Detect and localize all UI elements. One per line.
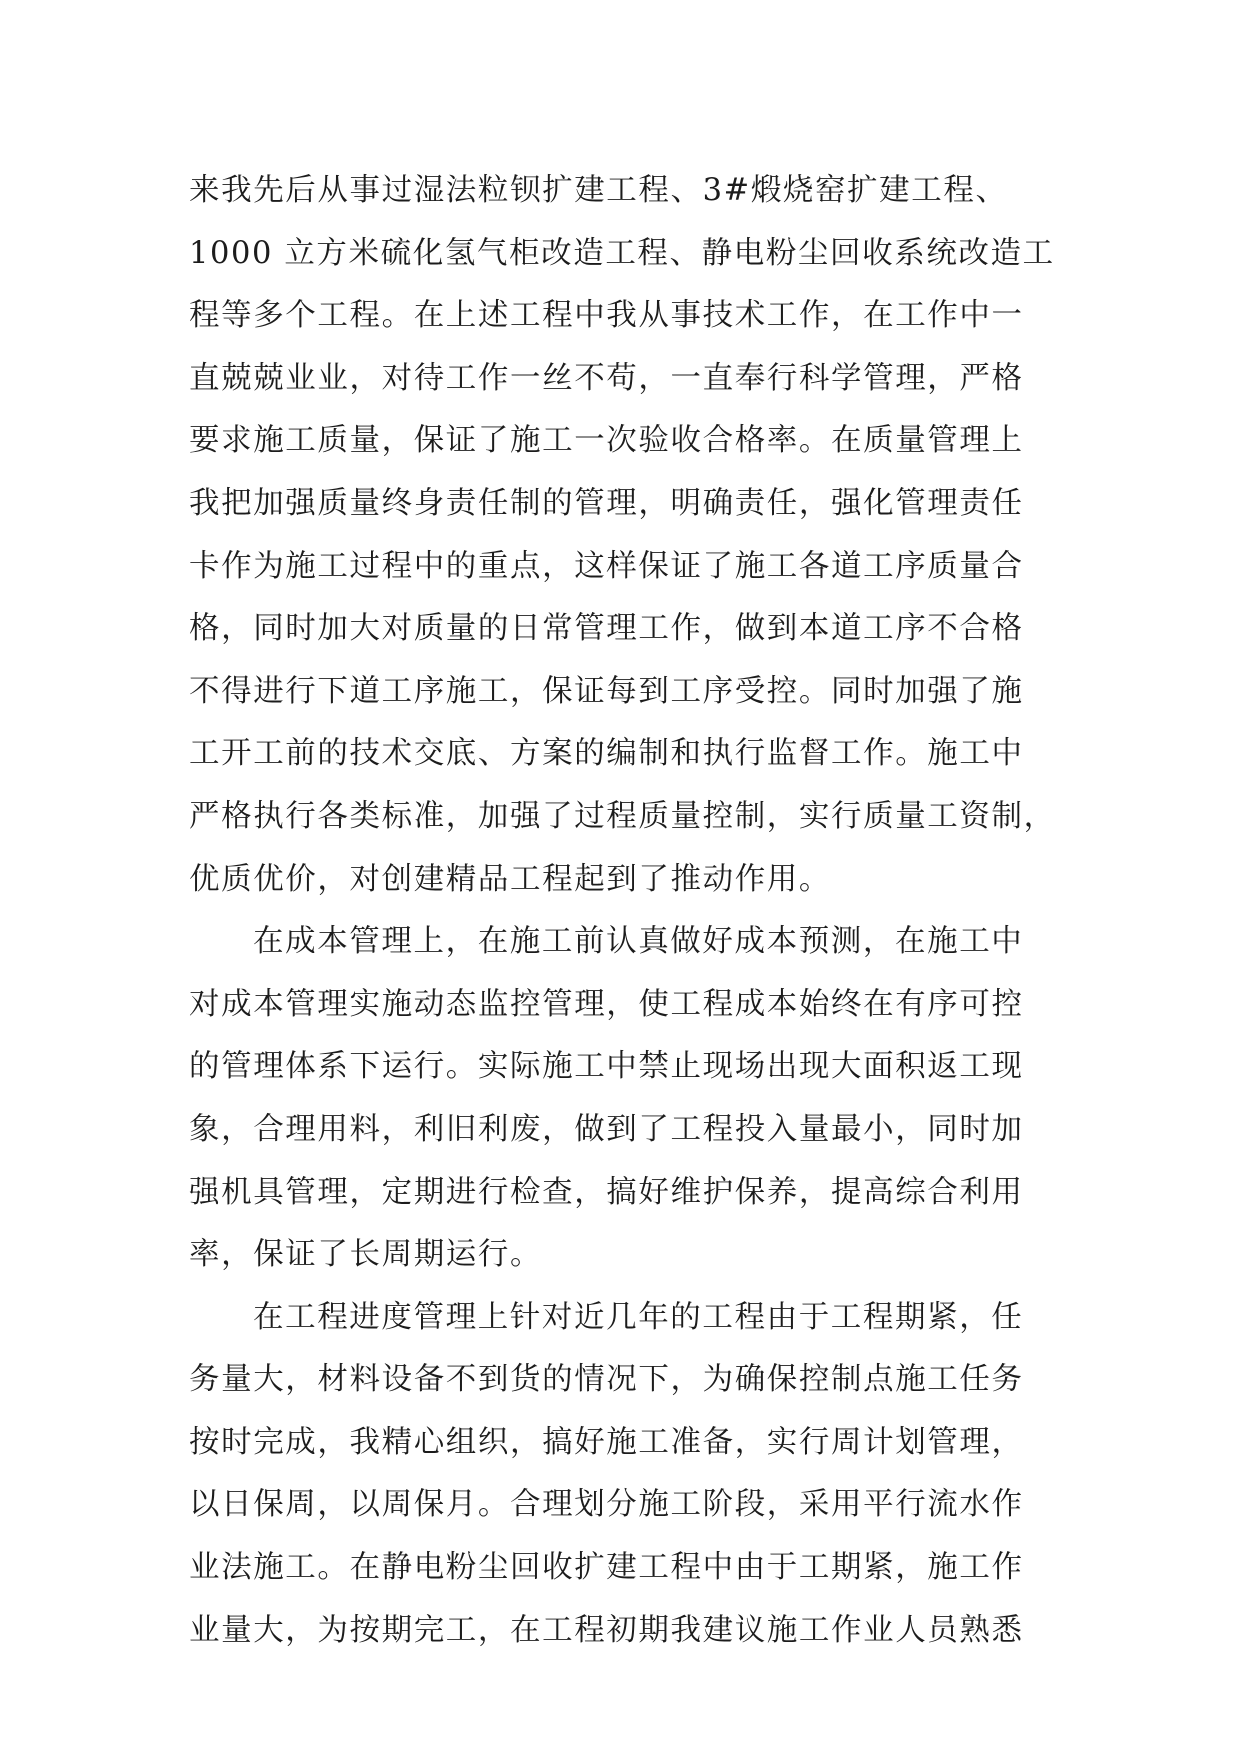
text-line: 对成本管理实施动态监控管理，使工程成本始终在有序可控 (189, 986, 1024, 1022)
paragraph-quality-management (189, 160, 1069, 911)
text-line: 优质优价，对创建精品工程起到了推动作用。 (189, 861, 831, 897)
text-line: 不得进行下道工序施工，保证每到工序受控。同时加强了施 (189, 673, 1024, 709)
text-line: 业法施工。在静电粉尘回收扩建工程中由于工期紧，施工作 (189, 1550, 1024, 1586)
body-text (189, 160, 1069, 1662)
paragraph-cost-management (189, 911, 1069, 1287)
text-line: 卡作为施工过程中的重点，这样保证了施工各道工序质量合 (189, 548, 1024, 584)
text-line: 工开工前的技术交底、方案的编制和执行监督工作。施工中 (189, 736, 1024, 772)
text-line: 严格执行各类标准，加强了过程质量控制，实行质量工资制， (189, 798, 1056, 834)
text-line: 按时完成，我精心组织，搞好施工准备，实行周计划管理， (189, 1424, 1024, 1460)
paragraph-schedule-management (189, 1287, 1069, 1663)
text-line: 直兢兢业业，对待工作一丝不苟，一直奉行科学管理，严格 (189, 360, 1024, 396)
text-line: 程等多个工程。在上述工程中我从事技术工作，在工作中一 (189, 298, 1024, 334)
text-line: 以日保周，以周保月。合理划分施工阶段，采用平行流水作 (189, 1487, 1024, 1523)
text-line: 率，保证了长周期运行。 (189, 1237, 543, 1273)
text-line: 要求施工质量，保证了施工一次验收合格率。在质量管理上 (189, 423, 1024, 459)
text-line: 强机具管理，定期进行检查，搞好维护保养，提高综合利用 (189, 1174, 1024, 1210)
text-line: 1000 立方米硫化氢气柜改造工程、静电粉尘回收系统改造工 (189, 235, 1055, 271)
text-line: 我把加强质量终身责任制的管理，明确责任，强化管理责任 (189, 485, 1024, 521)
text-line: 在成本管理上，在施工前认真做好成本预测，在施工中 (253, 924, 1024, 960)
text-line: 象，合理用料，利旧利废，做到了工程投入量最小，同时加 (189, 1111, 1024, 1147)
text-line: 业量大，为按期完工，在工程初期我建议施工作业人员熟悉 (189, 1612, 1024, 1648)
text-line: 务量大，材料设备不到货的情况下，为确保控制点施工任务 (189, 1362, 1024, 1398)
text-line: 格，同时加大对质量的日常管理工作，做到本道工序不合格 (189, 611, 1024, 647)
text-line: 在工程进度管理上针对近几年的工程由于工程期紧，任 (253, 1299, 1024, 1335)
text-line: 的管理体系下运行。实际施工中禁止现场出现大面积返工现 (189, 1049, 1024, 1085)
text-line: 来我先后从事过湿法粒钡扩建工程、3#煅烧窑扩建工程、 (189, 173, 1008, 208)
